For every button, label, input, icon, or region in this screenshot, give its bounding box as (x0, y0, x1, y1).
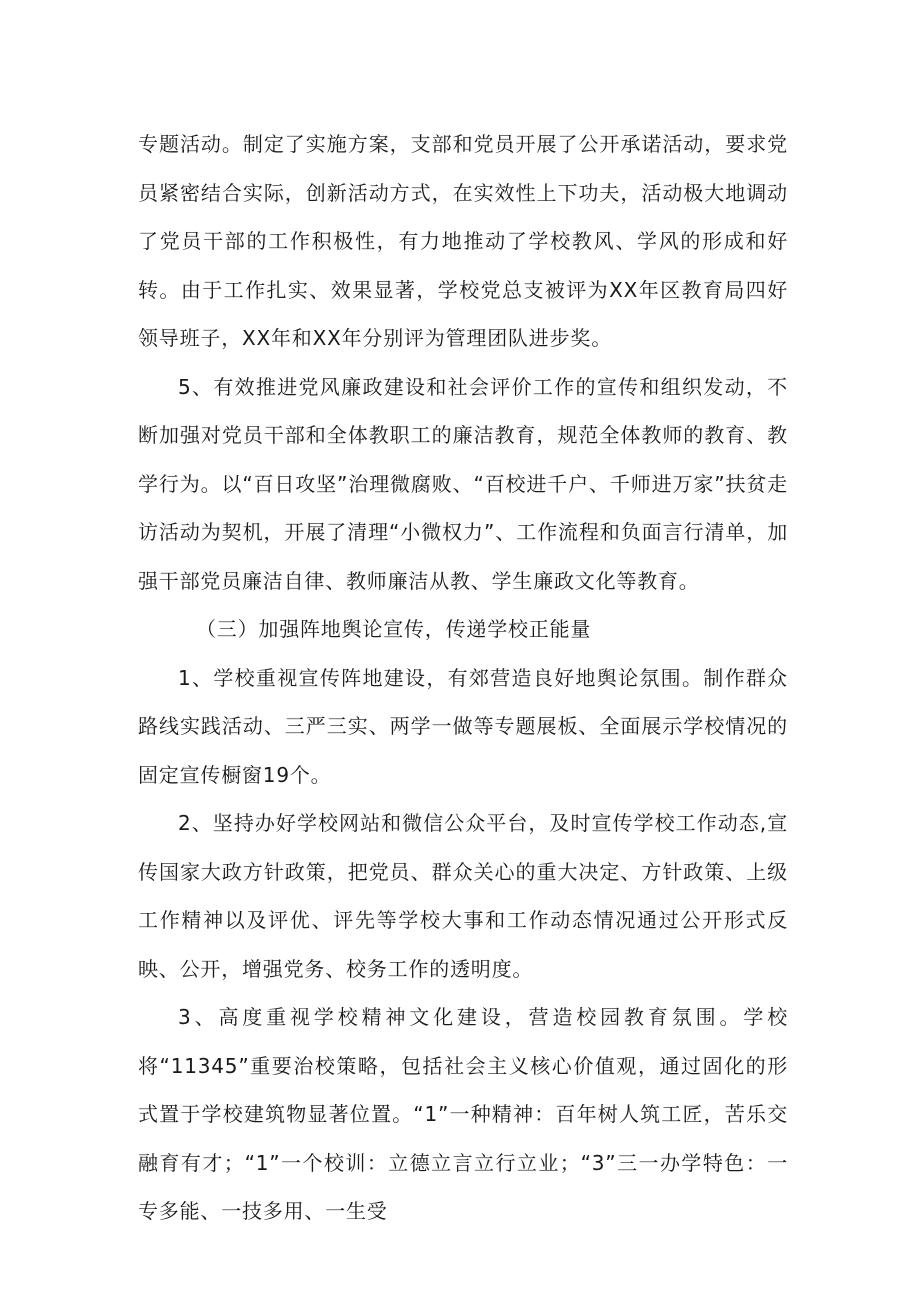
paragraph-item-3: 3、高度重视学校精神文化建设，营造校园教育氛围。学校将“11345”重要治校策略，包括社会主义核心价值观，通过固化的形式置于学校建筑物显著位置。“1”一种精神：百年树人筑工匠，苦乐交融育有才；“1”一个校训：立德立言立行立业；“3”三一办学特色：一专多能、一技多用、一生受 (138, 1005, 788, 1223)
paragraph-item-2: 2、坚持办好学校网站和微信公众平台，及时宣传学校工作动态,宣传国家大政方针政策，把党员、群众关心的重大决定、方针政策、上级工作精神以及评优、评先等学校大事和工作动态情况通过公开形式反映、公开，增强党务、校务工作的透明度。 (138, 811, 788, 981)
paragraph-continuation: 专题活动。制定了实施方案，支部和党员开展了公开承诺活动，要求党员紧密结合实际，创新活动方式，在实效性上下功夫，活动极大地调动了党员干部的工作积极性，有力地推动了学校教风、学风的形成和好转。由于工作扎实、效果显著，学校党总支被评为XX年区教育局四好领导班子，XX年和XX年分别评为管理团队进步奖。 (138, 132, 788, 350)
paragraph-item-5: 5、有效推进党风廉政建设和社会评价工作的宣传和组织发动，不断加强对党员干部和全体教职工的廉洁教育，规范全体教师的教育、教学行为。以“百日攻坚”治理微腐败、“百校进千户、千师进万家”扶贫走访活动为契机，开展了清理“小微权力”、工作流程和负面言行清单，加强干部党员廉洁自律、教师廉洁从教、学生廉政文化等教育。 (138, 374, 788, 593)
paragraph-item-1: 1、学校重视宣传阵地建设，有郊营造良好地舆论氛围。制作群众路线实践活动、三严三实、两学一做等专题展板、全面展示学校情况的固定宣传橱窗19个。 (138, 665, 788, 787)
section-heading: （三）加强阵地舆论宣传，传递学校正能量 (196, 617, 592, 641)
document-body (138, 120, 788, 1236)
